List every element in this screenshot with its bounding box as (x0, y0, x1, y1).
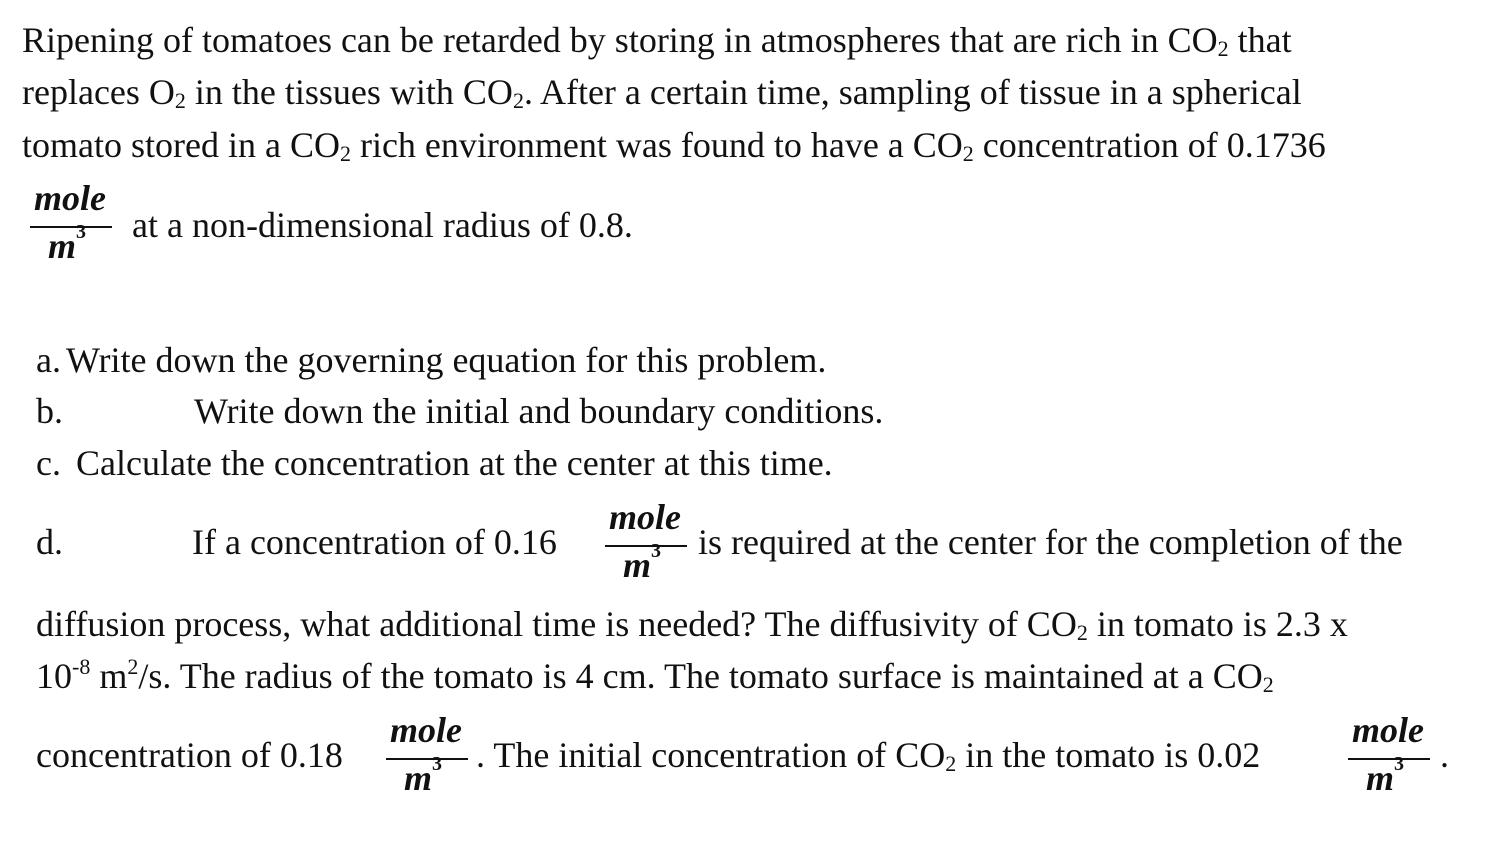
unit-fraction-4 (1348, 710, 1428, 806)
unit-fraction-2 (605, 497, 685, 593)
text-run: . After a certain time, sampling of tissue in a spherical (523, 72, 1302, 112)
subscript: 2 (1262, 672, 1274, 697)
text-run: diffusion process, what additional time is needed? The diffusivity of CO (36, 604, 1077, 644)
paragraph-line-3 (22, 125, 1326, 165)
text-run: replaces O (22, 72, 175, 112)
denominator-letter: m (623, 545, 652, 585)
fraction-numerator: mole (609, 497, 681, 537)
denominator-letter: m (1366, 758, 1395, 798)
fraction-numerator: mole (1352, 710, 1424, 750)
question-a-label: a. (36, 340, 61, 380)
denominator-exponent: 3 (76, 221, 87, 243)
question-a-text: Write down the governing equation for this problem. (66, 340, 827, 380)
text-run: /s. The radius of the tomato is 4 cm. The tomato surface is maintained at a CO (138, 656, 1263, 696)
unit-fraction-3 (386, 710, 466, 806)
question-c-label: c. (36, 443, 61, 483)
question-d-line-4-part-2 (476, 735, 1260, 775)
text-run: 10 (36, 656, 72, 696)
question-d-label: d. (36, 522, 63, 562)
text-run: at a non-dimensional radius of 0.8. (132, 205, 633, 245)
denominator-exponent: 3 (651, 540, 662, 562)
text-run: in the tomato is 0.02 (956, 735, 1261, 775)
superscript: 2 (127, 654, 139, 679)
question-d-text-before: If a concentration of 0.16 (192, 522, 557, 562)
text-run: in tomato is 2.3 x (1087, 604, 1348, 644)
question-c-text: Calculate the concentration at the center at this time. (76, 443, 833, 483)
paragraph-line-1 (22, 20, 1292, 60)
question-d-text-after: is required at the center for the completion of the (698, 522, 1403, 562)
denominator-letter: m (404, 758, 433, 798)
denominator-exponent: 3 (432, 753, 443, 775)
paragraph-line-2 (22, 72, 1302, 112)
question-d-line-4-period: . (1440, 735, 1449, 775)
question-d-line-4-part-1: concentration of 0.18 (36, 735, 343, 775)
question-d-line-3 (36, 656, 1274, 696)
question-b-text: Write down the initial and boundary conditions. (194, 391, 884, 431)
text-run: Ripening of tomatoes can be retarded by storing in atmospheres that are rich in CO (22, 20, 1218, 60)
unit-fraction-1 (30, 178, 110, 274)
text-run: m (90, 656, 128, 696)
fraction-denominator (1366, 753, 1405, 804)
text-run: tomato stored in a CO (22, 125, 340, 165)
subscript: 2 (962, 141, 974, 166)
text-run: that (1228, 20, 1292, 60)
superscript: -8 (72, 654, 91, 679)
subscript: 2 (174, 88, 186, 113)
text-run: in the tissues with CO (185, 72, 513, 112)
subscript: 2 (1217, 36, 1229, 61)
subscript: 2 (945, 751, 957, 776)
subscript: 2 (339, 141, 351, 166)
fraction-numerator: mole (390, 710, 462, 750)
text-run: rich environment was found to have a CO (350, 125, 963, 165)
subscript: 2 (512, 88, 524, 113)
fraction-denominator (48, 221, 87, 272)
denominator-exponent: 3 (1394, 753, 1405, 775)
subscript: 2 (1076, 620, 1088, 645)
fraction-numerator: mole (34, 178, 106, 218)
paragraph-line-4 (132, 205, 633, 245)
denominator-letter: m (48, 226, 77, 266)
fraction-denominator (623, 540, 662, 591)
text-run: concentration of 0.1736 (973, 125, 1326, 165)
text-run: . The initial concentration of CO (476, 735, 946, 775)
question-b-label: b. (36, 391, 63, 431)
fraction-denominator (404, 753, 443, 804)
question-d-line-2 (36, 604, 1348, 644)
